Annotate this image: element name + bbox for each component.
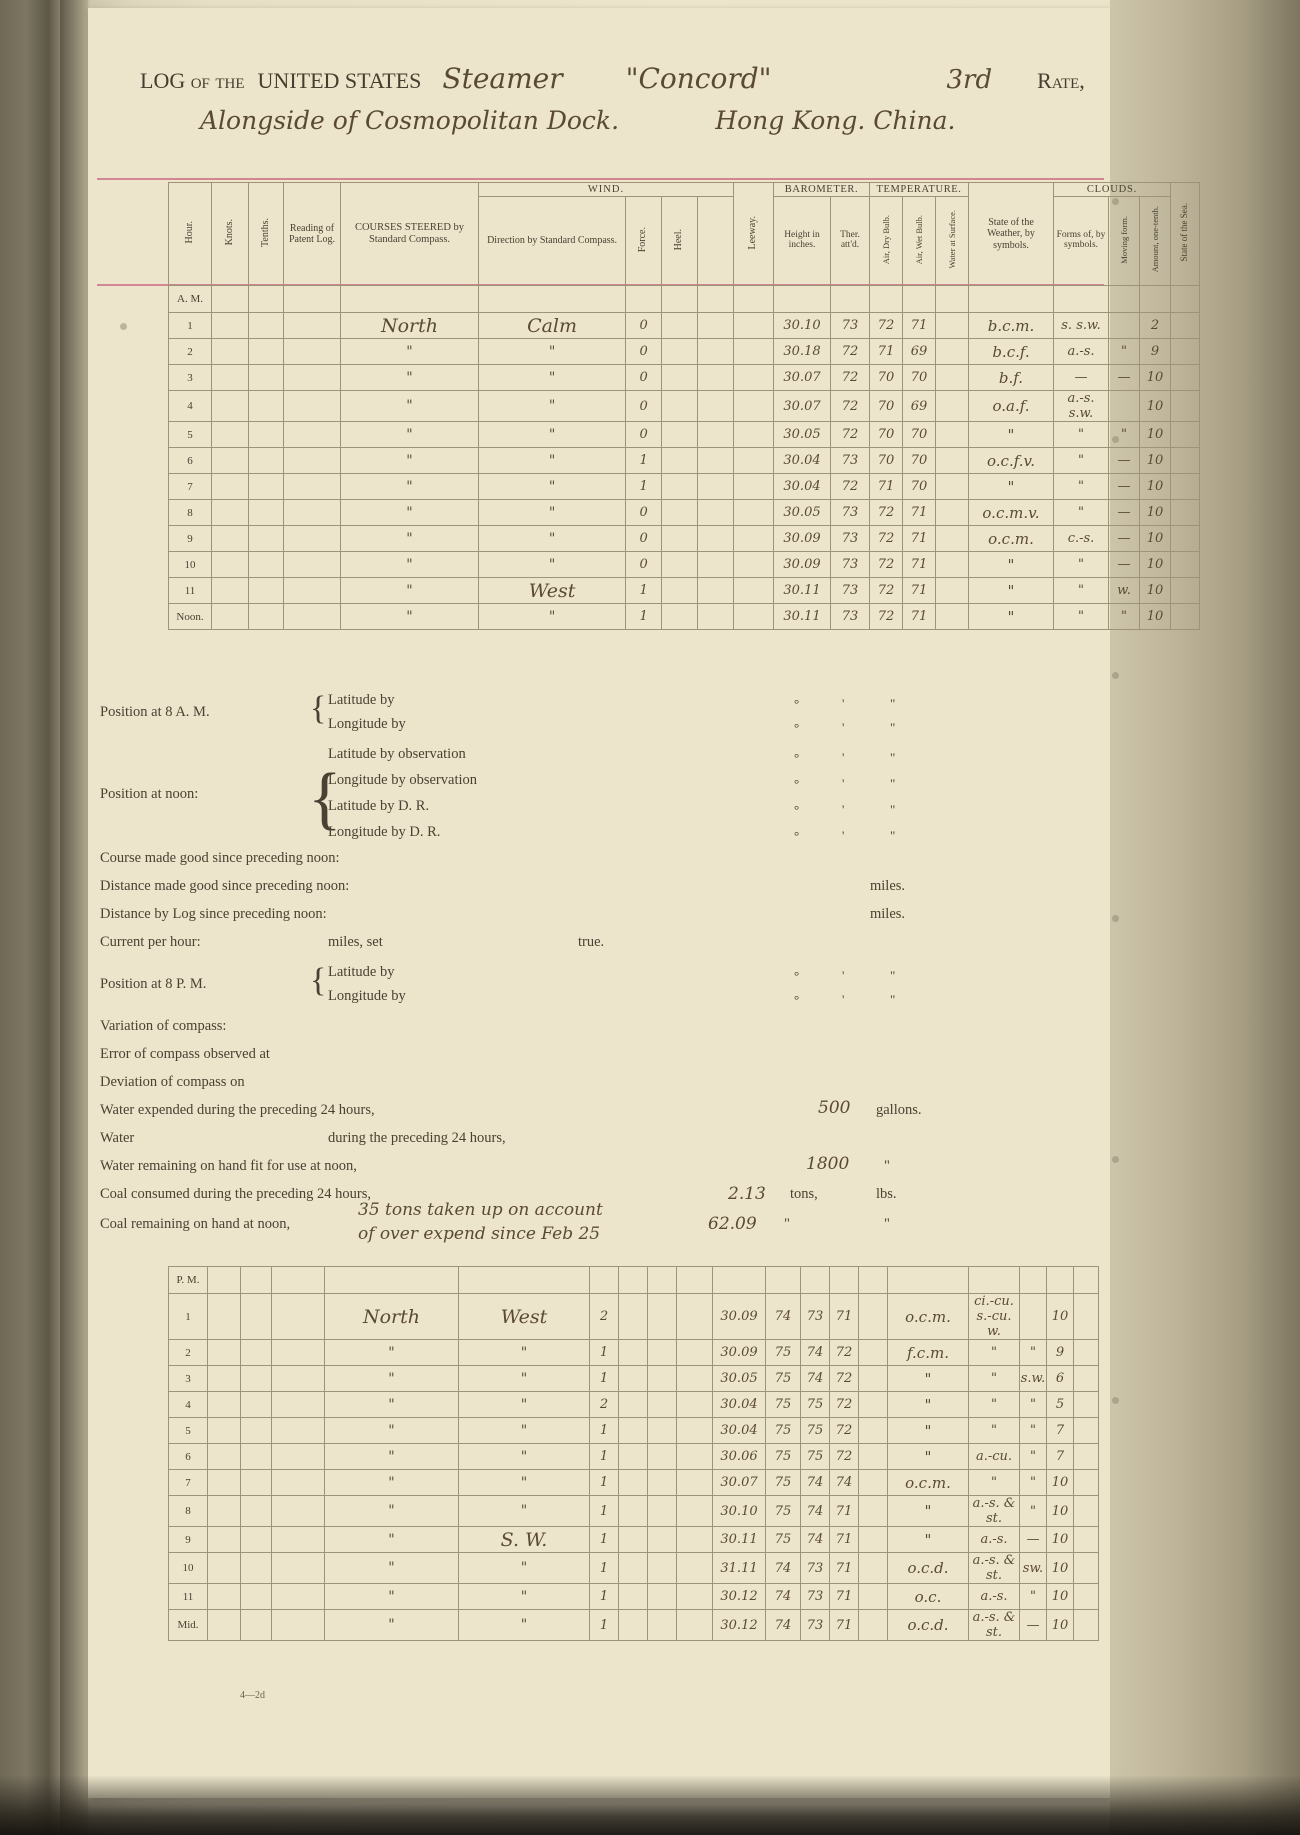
table-row: 10 " " 1 31.11 74 73 71 o.c.d. a.-s. & st. sw. 10 (169, 1553, 1099, 1584)
course-made-good-label: Course made good since preceding noon: (100, 850, 340, 866)
course-made-good-row (100, 850, 1100, 878)
pos-8am-label: Position at 8 A. M. (100, 704, 210, 720)
col-tenths: Tenths. (249, 183, 284, 286)
min-8am-lat: ' (842, 696, 845, 711)
current-per-hour-label: Current per hour: (100, 934, 201, 950)
cell-hour: 7 (169, 474, 212, 500)
section-label: P. M. (169, 1267, 208, 1294)
coal-consumed-value: 2.13 (728, 1184, 766, 1204)
coal-remaining-label: Coal remaining on hand at noon, (100, 1216, 291, 1232)
col-air-dry: Air, Dry Bulb. (870, 197, 903, 286)
united-states-label: UNITED STATES (257, 68, 422, 93)
cell-hour: 7 (169, 1470, 208, 1496)
sec-noon-1: " (890, 750, 896, 765)
lon-obs-label: Longitude by observation (328, 772, 478, 788)
col-hour: Hour. (169, 183, 212, 286)
table-row: 2 " " 1 30.09 75 74 72 f.c.m. " " 9 (169, 1340, 1099, 1366)
variation-row (100, 1018, 1100, 1046)
cell-hour: 11 (169, 578, 212, 604)
table-row: 4 " " 0 30.07 72 70 69 o.a.f. a.-s. s.w. 10 (169, 391, 1200, 422)
deg-8pm-lat: ° (794, 968, 800, 983)
deg-noon-1: ° (794, 750, 800, 765)
pos-noon-label: Position at noon: (100, 786, 199, 802)
table-row: 8 " " 0 30.05 73 72 71 o.c.m.v. " — 10 (169, 500, 1200, 526)
rate-label: Rate, (1037, 68, 1085, 93)
cell-hour: 2 (169, 339, 212, 365)
col-wind-direction: Direction by Standard Compass. (479, 197, 626, 286)
coal-remaining-row (100, 1200, 1100, 1256)
sec-8pm-lat: " (890, 968, 896, 983)
water-row (100, 1130, 1100, 1158)
gallons-label: gallons. (876, 1102, 922, 1118)
water-remaining-label: Water remaining on hand fit for use at noon, (100, 1158, 357, 1174)
min-noon-4: ' (842, 828, 845, 843)
lon-by-8am-label: Longitude by (328, 716, 406, 732)
deg-8pm-lon: ° (794, 992, 800, 1007)
am-log-table (168, 182, 1200, 630)
min-noon-1: ' (842, 750, 845, 765)
pos-8pm-label: Position at 8 P. M. (100, 976, 207, 992)
deg-noon-4: ° (794, 828, 800, 843)
lat-by-8pm-label: Latitude by (328, 964, 395, 980)
table-row: 1 North West 2 30.09 74 73 71 o.c.m. ci.-cu. s.-cu. w. 10 (169, 1294, 1099, 1340)
col-sea-state: State of the Sea. (1171, 183, 1200, 286)
table-row: 9 " " 0 30.09 73 72 71 o.c.m. c.-s. — 10 (169, 526, 1200, 552)
port-line: Hong Kong. China. (715, 106, 956, 135)
cell-hour: 4 (169, 1392, 208, 1418)
coal-remaining-value: 62.09 (708, 1214, 757, 1234)
deg-8am-lon: ° (794, 720, 800, 735)
coal-remaining-ditto-2: " (884, 1216, 890, 1232)
brace-8pm: { (310, 962, 327, 999)
coal-consumed-label: Coal consumed during the preceding 24 hours, (100, 1186, 372, 1202)
distance-by-log-units: miles. (870, 906, 906, 922)
cell-hour: 1 (169, 313, 212, 339)
table-row: 1 North Calm 0 30.10 73 72 71 b.c.m. s. s.w. 2 (169, 313, 1200, 339)
coal-remaining-ditto: " (784, 1216, 790, 1232)
coal-note-line-1: 35 tons taken up on account (358, 1200, 603, 1220)
page-mark-4 (1112, 672, 1119, 679)
distance-by-log-label: Distance by Log since preceding noon: (100, 906, 327, 922)
table-row: Mid. " " 1 30.12 74 73 71 o.c.d. a.-s. & st. — 10 (169, 1610, 1099, 1641)
table-row: 6 " " 1 30.06 75 75 72 " a.-cu. " 7 (169, 1444, 1099, 1470)
cell-hour: 10 (169, 1553, 208, 1584)
cell-hour: 8 (169, 1496, 208, 1527)
coal-note-line-2: of over expend since Feb 25 (358, 1224, 601, 1244)
variation-label: Variation of compass: (100, 1018, 227, 1034)
deg-noon-3: ° (794, 802, 800, 817)
noon-summary-form (100, 690, 1100, 1256)
table-row: 7 " " 1 30.04 72 71 70 " " — 10 (169, 474, 1200, 500)
distance-made-good-label: Distance made good since preceding noon: (100, 878, 350, 894)
cell-hour: 8 (169, 500, 212, 526)
table-row: 9 " S. W. 1 30.11 75 74 71 " a.-s. — 10 (169, 1527, 1099, 1553)
cell-hour: 4 (169, 391, 212, 422)
deg-8am-lat: ° (794, 696, 800, 711)
brace-8am: { (310, 690, 327, 727)
table-row: 4 " " 2 30.04 75 75 72 " " " 5 (169, 1392, 1099, 1418)
location-line: Alongside of Cosmopolitan Dock. (200, 106, 620, 135)
cell-hour: 6 (169, 1444, 208, 1470)
error-row (100, 1046, 1100, 1074)
cell-hour: 9 (169, 526, 212, 552)
page-mark-7 (1112, 1397, 1119, 1404)
table-row: 10 " " 0 30.09 73 72 71 " " — 10 (169, 552, 1200, 578)
col-temperature-group: TEMPERATURE. (870, 183, 969, 197)
sec-8am-lon: " (890, 720, 896, 735)
page-header (140, 62, 1090, 135)
col-bar-height: Height in inches. (774, 197, 831, 286)
col-knots: Knots. (212, 183, 249, 286)
page-mark-6 (1112, 1156, 1119, 1163)
table-row: 5 " " 1 30.04 75 75 72 " " " 7 (169, 1418, 1099, 1444)
col-leeway: Leeway. (734, 183, 774, 286)
sec-noon-4: " (890, 828, 896, 843)
water-label: Water (100, 1130, 135, 1146)
col-courses-steered: COURSES STEERED by Standard Compass. (341, 183, 479, 286)
lat-obs-label: Latitude by observation (328, 746, 466, 762)
col-bar-ther: Ther. att'd. (831, 197, 870, 286)
col-barometer-group: BAROMETER. (774, 183, 870, 197)
page-bottom-shadow (0, 1775, 1300, 1835)
min-noon-2: ' (842, 776, 845, 791)
section-label-row (169, 286, 1200, 313)
water-expended-label: Water expended during the preceding 24 hours, (100, 1102, 375, 1118)
table-row: Noon. " " 1 30.11 73 72 71 " " " 10 (169, 604, 1200, 630)
min-8am-lon: ' (842, 720, 845, 735)
min-8pm-lon: ' (842, 992, 845, 1007)
page-mark-5 (1112, 915, 1119, 922)
vessel-type: Steamer (442, 62, 563, 95)
min-noon-3: ' (842, 802, 845, 817)
cell-hour: 9 (169, 1527, 208, 1553)
lbs-label: lbs. (876, 1186, 897, 1202)
water-tail-label: during the preceding 24 hours, (328, 1130, 506, 1146)
col-cloud-moving: Moving form. (1109, 197, 1140, 286)
water-expended-value: 500 (818, 1098, 851, 1118)
page-mark-1 (120, 323, 127, 330)
section-label: A. M. (169, 286, 212, 313)
tons-label: tons, (790, 1186, 818, 1202)
position-8pm-row (100, 962, 1100, 1018)
brace-noon: { (308, 760, 342, 837)
cell-hour: Mid. (169, 1610, 208, 1641)
cell-hour: Noon. (169, 604, 212, 630)
water-remaining-ditto: " (884, 1158, 890, 1174)
col-cloud-forms: Forms of, by symbols. (1054, 197, 1109, 286)
lon-by-8pm-label: Longitude by (328, 988, 406, 1004)
water-expended-row (100, 1098, 1100, 1130)
col-patent-log: Reading of Patent Log. (284, 183, 341, 286)
col-water-surface: Water at Surface. (936, 197, 969, 286)
col-wind-spacer (698, 197, 734, 286)
table-row: 11 " West 1 30.11 73 72 71 " " w. 10 (169, 578, 1200, 604)
distance-made-good-units: miles. (870, 878, 906, 894)
table-header-row-1 (169, 183, 1200, 197)
deg-noon-2: ° (794, 776, 800, 791)
deviation-row (100, 1074, 1100, 1102)
deviation-label: Deviation of compass on (100, 1074, 245, 1090)
rate-value: 3rd (946, 65, 993, 95)
spine-shadow (60, 0, 90, 1835)
col-wind-force: Force. (626, 197, 662, 286)
cell-hour: 11 (169, 1584, 208, 1610)
lat-dr-label: Latitude by D. R. (328, 798, 430, 814)
table-row: 3 " " 1 30.05 75 74 72 " " s.w. 6 (169, 1366, 1099, 1392)
col-wind-group: WIND. (479, 183, 734, 197)
sec-noon-3: " (890, 802, 896, 817)
table-row: 6 " " 1 30.04 73 70 70 o.c.f.v. " — 10 (169, 448, 1200, 474)
table-row: 5 " " 0 30.05 72 70 70 " " " 10 (169, 422, 1200, 448)
sec-8am-lat: " (890, 696, 896, 711)
col-clouds-group: CLOUDS. (1054, 183, 1171, 197)
cell-hour: 3 (169, 365, 212, 391)
vessel-name: "Concord" (625, 62, 772, 95)
cell-hour: 5 (169, 1418, 208, 1444)
cell-hour: 6 (169, 448, 212, 474)
lon-dr-label: Longitude by D. R. (328, 824, 441, 840)
col-heel: Heel. (662, 197, 698, 286)
position-noon-row (100, 746, 1100, 850)
table-row: 2 " " 0 30.18 72 71 69 b.c.f. a.-s. " 9 (169, 339, 1200, 365)
col-weather-state: State of the Weather, by symbols. (969, 183, 1054, 286)
log-of-label: LOG of the (140, 68, 245, 93)
cell-hour: 5 (169, 422, 212, 448)
section-label-row (169, 1267, 1099, 1294)
cell-hour: 1 (169, 1294, 208, 1340)
sec-8pm-lon: " (890, 992, 896, 1007)
distance-made-good-row (100, 878, 1100, 906)
lat-by-8am-label: Latitude by (328, 692, 395, 708)
water-remaining-row (100, 1154, 1100, 1186)
error-label: Error of compass observed at (100, 1046, 270, 1062)
pm-log-table (168, 1266, 1099, 1641)
table-row: 11 " " 1 30.12 74 73 71 o.c. a.-s. " 10 (169, 1584, 1099, 1610)
water-remaining-value: 1800 (806, 1154, 850, 1174)
cell-hour: 2 (169, 1340, 208, 1366)
position-8am-row (100, 690, 1100, 746)
cell-hour: 3 (169, 1366, 208, 1392)
form-footnote: 4—2d (240, 1690, 265, 1701)
table-row: 7 " " 1 30.07 75 74 74 o.c.m. " " 10 (169, 1470, 1099, 1496)
cell-hour: 10 (169, 552, 212, 578)
distance-by-log-row (100, 906, 1100, 934)
table-row: 8 " " 1 30.10 75 74 71 " a.-s. & st. " 10 (169, 1496, 1099, 1527)
col-cloud-amount: Amount, one-tenth. (1140, 197, 1171, 286)
current-per-hour-row (100, 934, 1100, 962)
col-air-wet: Air, Wet Bulb. (903, 197, 936, 286)
header-rule-top (97, 178, 1104, 180)
true-label: true. (578, 934, 605, 950)
min-8pm-lat: ' (842, 968, 845, 983)
table-row: 3 " " 0 30.07 72 70 70 b.f. — — 10 (169, 365, 1200, 391)
miles-set-label: miles, set (328, 934, 383, 950)
sec-noon-2: " (890, 776, 896, 791)
